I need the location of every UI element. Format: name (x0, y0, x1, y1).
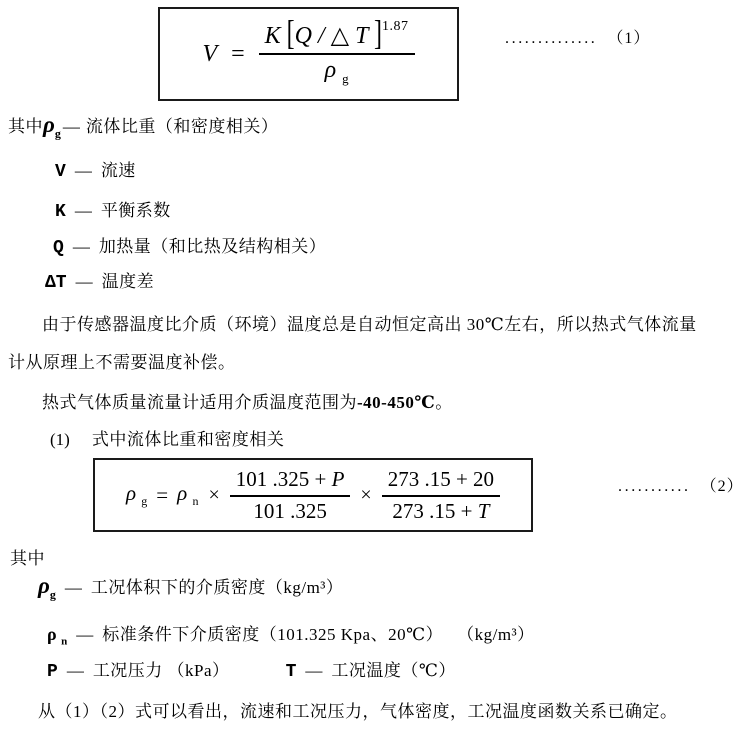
fraction-denominator: 101 .325 (253, 498, 327, 523)
definition-text: 标准条件下介质密度（101.325 Kpa、20℃） (102, 625, 444, 644)
multiply-sign: × (360, 483, 372, 506)
leader-dots: ........... (618, 478, 691, 495)
formula-2-lhs: ρ $_g$ (125, 480, 148, 509)
rho-symbol: ρ (324, 57, 337, 84)
formula-2-number: （2） (700, 478, 744, 495)
final-paragraph (38, 697, 678, 722)
formula-2-fraction-2 (382, 467, 500, 524)
qizhong-label: 其中 (8, 117, 43, 136)
fraction-denominator: 273 .15 + T (392, 498, 490, 523)
em-dash: — (66, 661, 84, 680)
em-dash: — (64, 578, 82, 597)
v-symbol: V (55, 162, 66, 182)
paragraph-text: 式中流体比重和密度相关 (91, 430, 285, 449)
formula-2-box (93, 458, 533, 532)
em-dash: — (76, 625, 94, 644)
fraction-numerator: 273 .15 + 20 (382, 467, 500, 497)
definition-q (53, 232, 326, 258)
formula-2-leader (618, 473, 744, 496)
em-dash: — (74, 201, 92, 220)
definition-v (55, 156, 136, 182)
rho-g-symbol: $\rho_g$ (43, 112, 61, 141)
definition-text: 平衡系数 (100, 201, 171, 220)
em-dash: — (305, 661, 323, 680)
definition-text: 工况温度（℃） (331, 661, 456, 680)
delta-t-symbol: ΔT (45, 273, 67, 293)
formula-1-leader (505, 25, 650, 48)
k-symbol: K (55, 202, 66, 222)
definition-rho-g-2 (38, 573, 343, 603)
formula-1-denominator (325, 55, 349, 87)
definition-text: 工况压力 （kPa） (92, 661, 230, 680)
definition-text: 温度差 (101, 272, 155, 291)
fraction-numerator: 101 .325 + P (230, 467, 351, 497)
formula-2-fraction-1 (230, 467, 351, 524)
paragraph-text: 。 (435, 393, 453, 412)
p-symbol: P (47, 662, 58, 682)
t-symbol: T (285, 662, 297, 682)
leader-dots: .............. (505, 30, 598, 47)
right-bracket: ] (374, 15, 383, 54)
paragraph-text: 计从原理上不需要温度补偿。 (8, 353, 236, 372)
paragraph-3 (50, 425, 284, 450)
em-dash: — (74, 161, 92, 180)
em-dash: — (72, 237, 90, 256)
q-symbol: Q (53, 238, 64, 258)
formula-2-equals: = (156, 482, 169, 507)
t-definition (286, 656, 456, 682)
formula-1-fraction (259, 15, 415, 87)
em-dash: — (62, 117, 80, 136)
formula-1-num-k: K (264, 23, 287, 50)
rho-n-symbol: ρ $_n$ (47, 624, 68, 648)
formula-1-number: （1） (607, 30, 651, 47)
paragraph-text: 热式气体质量流量计适用介质温度范围为 (42, 393, 357, 412)
rho-subscript: g (342, 70, 349, 86)
item-number: (1) (50, 430, 70, 449)
definition-rho-n (47, 620, 535, 648)
paragraph-2 (42, 388, 453, 413)
definition-k (55, 196, 171, 222)
definition-text: 流速 (100, 161, 136, 180)
qizhong-label-2 (10, 544, 45, 569)
formula-1-numerator (259, 15, 415, 55)
formula-1-equals: = (231, 40, 245, 67)
definition-text: 加热量（和比热及结构相关） (98, 237, 327, 256)
paragraph-text: 由于传感器温度比介质（环境）温度总是自动恒定高出 30℃左右，所以热式气体流量 (42, 315, 697, 334)
formula-1-box (158, 7, 459, 101)
paragraph-text: 从（1）（2）式可以看出，流速和工况压力，气体密度，工况温度函数关系已确定。 (38, 702, 678, 721)
formula-1-exponent: 1.87 (382, 19, 409, 35)
paragraph-1-line-2 (8, 348, 236, 373)
definition-text: 流体比重（和密度相关） (85, 117, 279, 136)
formula-1-num-expr: Q / △ T (294, 23, 375, 50)
qizhong-text: 其中 (10, 549, 45, 568)
definition-p-t (47, 656, 456, 682)
multiply-sign: × (208, 483, 220, 506)
left-bracket: [ (286, 15, 295, 54)
formula-1-lhs: V (202, 40, 218, 67)
definition-delta-t (45, 267, 154, 293)
formula-2-rho-n: ρ $_n$ (177, 480, 199, 509)
paragraph-1-line-1 (42, 310, 697, 335)
temperature-range: -40-450℃ (357, 393, 436, 412)
definition-text: 工况体积下的介质密度（kg/m³） (90, 578, 344, 597)
em-dash: — (75, 272, 93, 291)
rho-g-symbol: $\rho_g$ (38, 573, 56, 602)
definition-rho-g-1 (8, 112, 278, 142)
definition-unit: （kg/m³） (457, 625, 535, 644)
